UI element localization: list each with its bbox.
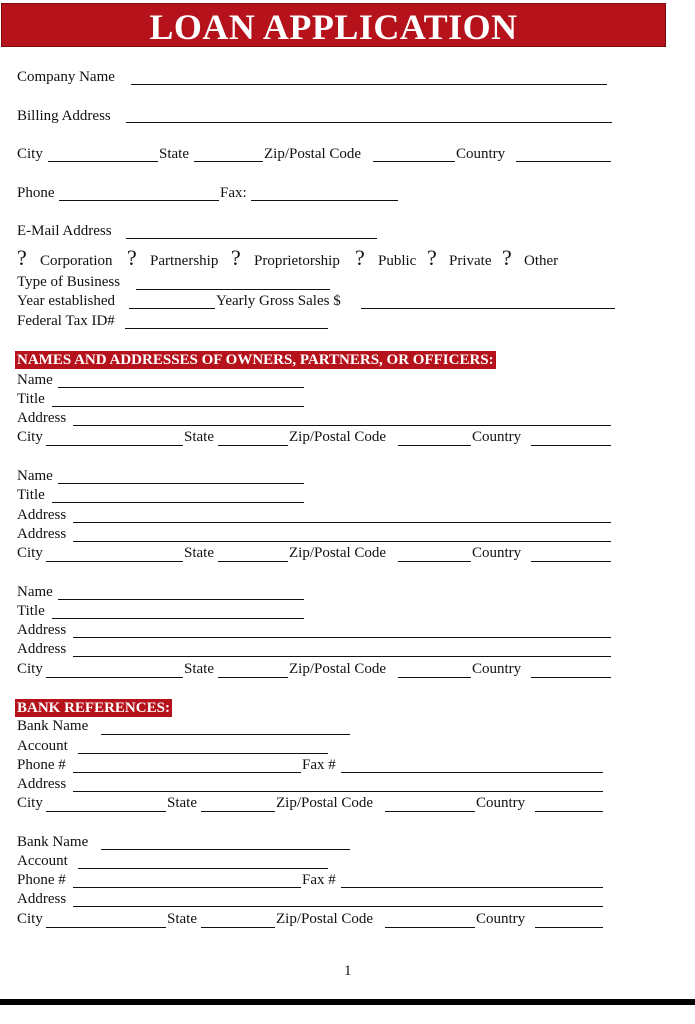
owner2-state-field[interactable] <box>218 561 288 562</box>
company-state-label: State <box>159 146 189 162</box>
bank2-account-field[interactable] <box>78 868 328 869</box>
proprietorship-checkbox-icon[interactable]: ? <box>231 245 241 270</box>
owner2-address-label: Address <box>17 507 67 523</box>
owner1-country-label: Country <box>472 429 522 445</box>
owner2-address2-field[interactable] <box>73 541 611 542</box>
owner2-zip-label: Zip/Postal Code <box>289 545 387 561</box>
owner1-city-label: City <box>17 429 43 445</box>
bank1-state-field[interactable] <box>201 811 275 812</box>
type-of-business-field[interactable] <box>136 289 330 290</box>
bank1-fax-field[interactable] <box>341 772 603 773</box>
bank2-name-field[interactable] <box>101 849 350 850</box>
bank1-name-label: Bank Name <box>17 718 89 734</box>
page-title: LOAN APPLICATION <box>149 7 518 47</box>
partnership-checkbox-icon[interactable]: ? <box>127 245 137 270</box>
owner2-zip-field[interactable] <box>398 561 471 562</box>
owner3-state-field[interactable] <box>218 677 288 678</box>
company-country-field[interactable] <box>516 161 611 162</box>
federal-tax-id-field[interactable] <box>125 328 328 329</box>
bank1-zip-label: Zip/Postal Code <box>276 795 374 811</box>
bank2-phone-label: Phone # <box>17 872 66 888</box>
owner2-city-field[interactable] <box>46 561 183 562</box>
owners-section-heading: NAMES AND ADDRESSES OF OWNERS, PARTNERS, OR OFFICERS: <box>17 352 494 368</box>
bank2-country-field[interactable] <box>535 927 603 928</box>
bank-section-heading: BANK REFERENCES: <box>17 700 170 716</box>
bank2-account-label: Account <box>17 853 68 869</box>
bank1-address-label: Address <box>17 776 67 792</box>
owner3-zip-field[interactable] <box>398 677 471 678</box>
public-checkbox-icon[interactable]: ? <box>355 245 365 270</box>
yearly-gross-sales-field[interactable] <box>361 308 615 309</box>
bank2-address-field[interactable] <box>73 906 603 907</box>
owner3-country-label: Country <box>472 661 522 677</box>
company-zip-field[interactable] <box>373 161 455 162</box>
bank2-country-label: Country <box>476 911 526 927</box>
owner1-zip-field[interactable] <box>398 445 471 446</box>
option-corporation: Corporation <box>40 253 113 269</box>
bank2-state-label: State <box>167 911 197 927</box>
type-of-business-label: Type of Business <box>17 274 121 290</box>
option-public: Public <box>378 253 417 269</box>
bank2-zip-label: Zip/Postal Code <box>276 911 374 927</box>
bank1-city-field[interactable] <box>46 811 166 812</box>
owner1-address-label: Address <box>17 410 67 426</box>
owner1-country-field[interactable] <box>531 445 611 446</box>
bank2-city-field[interactable] <box>46 927 166 928</box>
federal-tax-id-label: Federal Tax ID# <box>17 313 115 329</box>
bank2-name-label: Bank Name <box>17 834 89 850</box>
bank1-phone-field[interactable] <box>73 772 301 773</box>
bank2-state-field[interactable] <box>201 927 275 928</box>
bank1-country-label: Country <box>476 795 526 811</box>
company-state-field[interactable] <box>194 161 263 162</box>
phone-label: Phone <box>17 185 55 201</box>
owner3-state-label: State <box>184 661 214 677</box>
owner2-title-field[interactable] <box>52 502 304 503</box>
owner1-state-field[interactable] <box>218 445 288 446</box>
year-established-label: Year established <box>17 293 116 309</box>
company-name-label: Company Name <box>17 69 115 85</box>
owner1-city-field[interactable] <box>46 445 183 446</box>
owner2-city-label: City <box>17 545 43 561</box>
owner2-name-label: Name <box>17 468 53 484</box>
corporation-checkbox-icon[interactable]: ? <box>17 245 27 270</box>
owner3-city-label: City <box>17 661 43 677</box>
owner1-title-field[interactable] <box>52 406 304 407</box>
bank1-account-field[interactable] <box>78 753 328 754</box>
phone-field[interactable] <box>59 200 219 201</box>
owner2-name-field[interactable] <box>58 483 304 484</box>
owner3-address2-label: Address <box>17 641 67 657</box>
footer-rule <box>0 999 695 1005</box>
bank2-city-label: City <box>17 911 43 927</box>
owner3-zip-label: Zip/Postal Code <box>289 661 387 677</box>
owner1-state-label: State <box>184 429 214 445</box>
bank2-fax-label: Fax # <box>302 872 336 888</box>
bank2-phone-field[interactable] <box>73 887 301 888</box>
email-label: E-Mail Address <box>17 223 112 239</box>
title-banner <box>1 3 666 47</box>
owner3-address-field[interactable] <box>73 637 611 638</box>
owner3-name-label: Name <box>17 584 53 600</box>
fax-label: Fax: <box>220 185 247 201</box>
bank1-country-field[interactable] <box>535 811 603 812</box>
owner3-title-label: Title <box>17 603 45 619</box>
bank2-fax-field[interactable] <box>341 887 603 888</box>
owner1-title-label: Title <box>17 391 45 407</box>
option-private: Private <box>449 253 492 269</box>
company-city-field[interactable] <box>48 161 158 162</box>
bank1-phone-label: Phone # <box>17 757 66 773</box>
owner2-address2-label: Address <box>17 526 67 542</box>
bank2-zip-field[interactable] <box>385 927 475 928</box>
bank1-fax-label: Fax # <box>302 757 336 773</box>
year-established-field[interactable] <box>129 308 215 309</box>
billing-address-label: Billing Address <box>17 108 111 124</box>
owner3-title-field[interactable] <box>52 618 304 619</box>
owner1-name-label: Name <box>17 372 53 388</box>
company-zip-label: Zip/Postal Code <box>264 146 362 162</box>
owner1-name-field[interactable] <box>58 387 304 388</box>
company-city-label: City <box>17 146 43 162</box>
private-checkbox-icon[interactable]: ? <box>427 245 437 270</box>
bank1-zip-field[interactable] <box>385 811 475 812</box>
option-proprietorship: Proprietorship <box>254 253 340 269</box>
bank2-address-label: Address <box>17 891 67 907</box>
option-other: Other <box>524 253 559 269</box>
bank1-state-label: State <box>167 795 197 811</box>
fax-field[interactable] <box>251 200 398 201</box>
billing-address-field[interactable] <box>126 122 612 123</box>
owner3-country-field[interactable] <box>531 677 611 678</box>
bank1-city-label: City <box>17 795 43 811</box>
owner3-address-label: Address <box>17 622 67 638</box>
owner1-zip-label: Zip/Postal Code <box>289 429 387 445</box>
owner1-address-field[interactable] <box>73 425 611 426</box>
company-name-field[interactable] <box>131 84 607 85</box>
option-partnership: Partnership <box>150 253 219 269</box>
owner2-country-label: Country <box>472 545 522 561</box>
bank1-name-field[interactable] <box>101 734 350 735</box>
owner2-title-label: Title <box>17 487 45 503</box>
owner3-address2-field[interactable] <box>73 656 611 657</box>
owner3-city-field[interactable] <box>46 677 183 678</box>
bank1-address-field[interactable] <box>73 791 603 792</box>
email-field[interactable] <box>126 238 377 239</box>
company-country-label: Country <box>456 146 506 162</box>
owner2-address-field[interactable] <box>73 522 611 523</box>
other-checkbox-icon[interactable]: ? <box>502 245 512 270</box>
yearly-gross-sales-label: Yearly Gross Sales $ <box>216 293 341 309</box>
owner2-country-field[interactable] <box>531 561 611 562</box>
owner3-name-field[interactable] <box>58 599 304 600</box>
page-number: 1 <box>344 963 352 979</box>
owner2-state-label: State <box>184 545 214 561</box>
bank1-account-label: Account <box>17 738 68 754</box>
